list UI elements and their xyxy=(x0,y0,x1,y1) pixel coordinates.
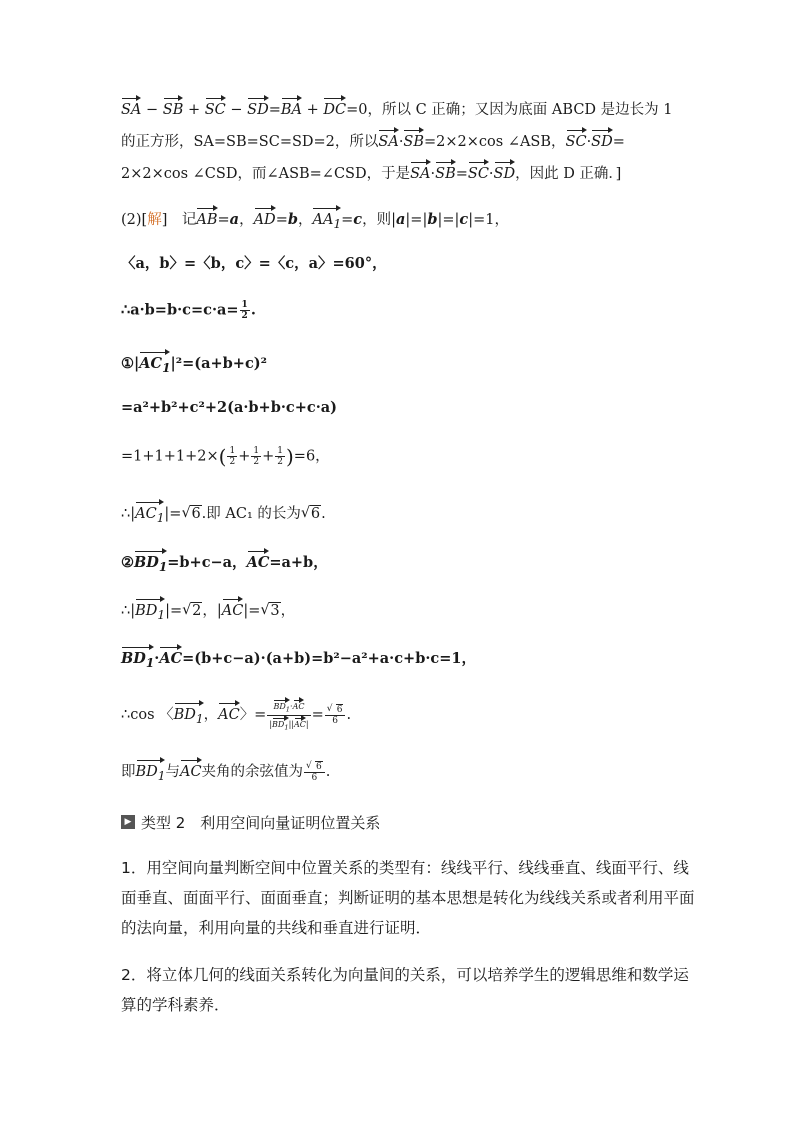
vector-BD1: $BD_1$ xyxy=(136,758,166,786)
vector-BA: BA xyxy=(281,96,302,120)
line9-text-b: =6， xyxy=(293,448,330,465)
text-line-14: ∴cos 〈$BD_1$，AC〉= $\frac{BD_1\cdot AC}{|BD_1||AC|}$ = √ $\frac{6}{6}$ . xyxy=(121,698,694,732)
text-line-9: =1+1+1+2×( $\frac{1}{2}$ + $\frac{1}{2}$ + $\frac{1}{2}$ )=6， xyxy=(121,444,330,469)
line11-text-c: =a+b， xyxy=(269,554,328,571)
line12-text-a: ∴| xyxy=(121,603,136,619)
vector-SD: SD xyxy=(591,128,613,152)
fraction-half: $\frac{1}{2}$ xyxy=(241,300,248,321)
vector-SA: SA xyxy=(378,128,398,152)
vector-BD1: $BD_1$ xyxy=(135,597,165,625)
vector-AC1: $AC_1$ xyxy=(139,350,170,378)
text-line-6: ∴a·b=b·c=c·a= $\frac{1}{2}$ . xyxy=(121,300,256,321)
fraction-half: $\frac{1}{2}$ xyxy=(253,446,260,467)
text-line-15: 即$BD_1$与AC夹角的余弦值为 √ $\frac{6}{6}$ . xyxy=(121,758,694,786)
sqrt-6: √ 6 xyxy=(181,504,201,524)
fraction-half: $\frac{1}{2}$ xyxy=(277,446,283,467)
line12-text-b: |= xyxy=(165,603,183,619)
paragraph-1: 1．用空间向量判断空间中位置关系的类型有：线线平行、线线垂直、线面平行、线面垂直、面面平行、面面垂直；判断证明的基本思想是转化为线线关系或者利用平面的法向量，利用向量的共线和垂直进行证明． xyxy=(121,859,695,937)
vector-DC: DC xyxy=(323,96,346,120)
sqrt-3: √ 3 xyxy=(260,601,280,621)
text-line-13: $BD_1\cdot AC=(b+c-a)\cdot(a+b)=b^2-a^2+a\cdot c+b\cdot c=1$， xyxy=(121,645,694,673)
vector-AB: AB xyxy=(196,206,217,230)
text-line-3: 2×2×cos ∠CSD，而∠ASB=∠CSD，于是SA·SB=SC·SD，因此 D 正确．] xyxy=(121,160,694,184)
vector-SB: SB xyxy=(403,128,424,152)
line3-text-b: ，因此 D 正确．] xyxy=(515,166,622,182)
line11-text-b: =b+c−a， xyxy=(167,554,247,571)
line3-text-a: 2×2×cos ∠CSD，而∠ASB=∠CSD，于是 xyxy=(121,166,411,182)
vector-AC: AC xyxy=(247,549,270,573)
line1-text: =0，所以 C 正确；又因为底面 ABCD 是边长为 1 xyxy=(346,102,673,118)
line15-text-b: 与 xyxy=(165,764,180,780)
text-line-2: 的正方形，SA=SB=SC=SD=2，所以SA·SB=2×2×cos ∠ASB，SC·SD= xyxy=(121,128,694,152)
line14-text-a: ∴cos 〈 xyxy=(121,707,174,724)
line13-text: =(b+c−a)·(a+b)=b²−a²+a·c+b·c=1， xyxy=(182,650,476,667)
section-heading xyxy=(121,811,380,833)
text-line-10: $\therefore|AC_1|=√$ 6.即 AC₁ 的长为√ 6. xyxy=(121,500,694,528)
line4-text: ] 记 xyxy=(161,212,197,228)
line12-text-c: ，| xyxy=(202,603,222,619)
vector-AC: AC xyxy=(180,758,202,782)
vector-BD1: $BD_1$ xyxy=(174,701,204,729)
vector-BD1: $BD_1$ xyxy=(121,645,154,673)
vector-SC: SC xyxy=(468,160,489,184)
part-label: (2)[ xyxy=(121,212,148,228)
fraction-sqrt6-over-6: √ $\frac{6}{6}$ xyxy=(325,705,346,726)
vector-SD: SD xyxy=(494,160,516,184)
dot-product-equation: ∴a·b=b·c=c·a= xyxy=(121,301,239,319)
fraction-half: $\frac{1}{2}$ xyxy=(229,446,236,467)
vector-SD: SD xyxy=(247,96,269,120)
vector-SA: SA xyxy=(121,96,141,120)
vector-AC: AC xyxy=(218,701,240,725)
line9-text-a: =1+1+1+2× xyxy=(121,448,219,465)
expansion-equation: =a²+b²+c²+2(a·b+b·c+c·a) xyxy=(121,399,337,416)
vector-AA1: $AA_1$ xyxy=(312,206,341,234)
line2-text-a: 的正方形，SA=SB=SC=SD=2，所以 xyxy=(121,134,379,150)
line10-text-a: ∴| xyxy=(121,506,136,522)
vector-AC: AC xyxy=(159,645,182,669)
vector-SC: SC xyxy=(566,128,587,152)
line10-text-b: |= xyxy=(164,506,182,522)
vector-SB: SB xyxy=(163,96,184,120)
cosine-fraction: $\frac{BD_1\cdot AC}{|BD_1||AC|}$ xyxy=(267,698,310,732)
vector-AC: AC xyxy=(222,597,244,621)
vector-AC1: $AC_1$ xyxy=(135,500,164,528)
line10-text-c: .即 AC₁ 的长为 xyxy=(201,506,301,522)
vector-SB: SB xyxy=(435,160,456,184)
vector-SA: SA xyxy=(410,160,430,184)
line15-text-c: 夹角的余弦值为 xyxy=(201,764,304,780)
vector-AD: AD xyxy=(254,206,276,230)
text-line-4: (2)[解] 记AB=a，AD=b，$AA_1=c$，则|a|=|b|=|c|=1， xyxy=(121,206,694,234)
sqrt-2: √ 2 xyxy=(182,601,202,621)
line2-text-b: =2×2×cos ∠ASB， xyxy=(424,134,566,150)
vector-SC: SC xyxy=(205,96,226,120)
section-title: 类型 2 利用空间向量证明位置关系 xyxy=(141,813,381,832)
line11-text-a: ② xyxy=(121,554,134,571)
line14-text-b: 〉= xyxy=(239,707,267,724)
paragraph-2: 2．将立体几何的线面关系转化为向量间的关系，可以培养学生的逻辑思维和数学运算的学科素养． xyxy=(121,966,689,1014)
line7-text-b: |²=(a+b+c)² xyxy=(170,355,267,372)
solution-label: 解 xyxy=(147,212,162,228)
text-line-8 xyxy=(121,398,694,418)
line15-text-a: 即 xyxy=(121,764,136,780)
triangle-bullet-icon: ▶ xyxy=(121,815,135,829)
text-line-7 xyxy=(121,350,694,378)
vector-BD1: $BD_1$ xyxy=(134,549,167,577)
angles-equation: 〈a，b〉=〈b，c〉=〈c，a〉=60°， xyxy=(121,255,387,272)
fraction-sqrt6-over-6: √ $\frac{6}{6}$ xyxy=(304,762,325,783)
line7-text-a: ①| xyxy=(121,355,140,372)
text-line-5 xyxy=(121,254,694,274)
text-line-12: $\therefore|BD_1|=√$ 2，|AC|=√ 3， xyxy=(121,597,694,625)
text-line-1: SA − SB + SC − SD=BA + DC=0，所以 C 正确；又因为底面 ABCD 是边长为 1 xyxy=(121,96,694,120)
text-line-11 xyxy=(121,549,694,577)
sqrt-6: √ 6 xyxy=(301,504,321,524)
line12-text-d: |= xyxy=(243,603,261,619)
